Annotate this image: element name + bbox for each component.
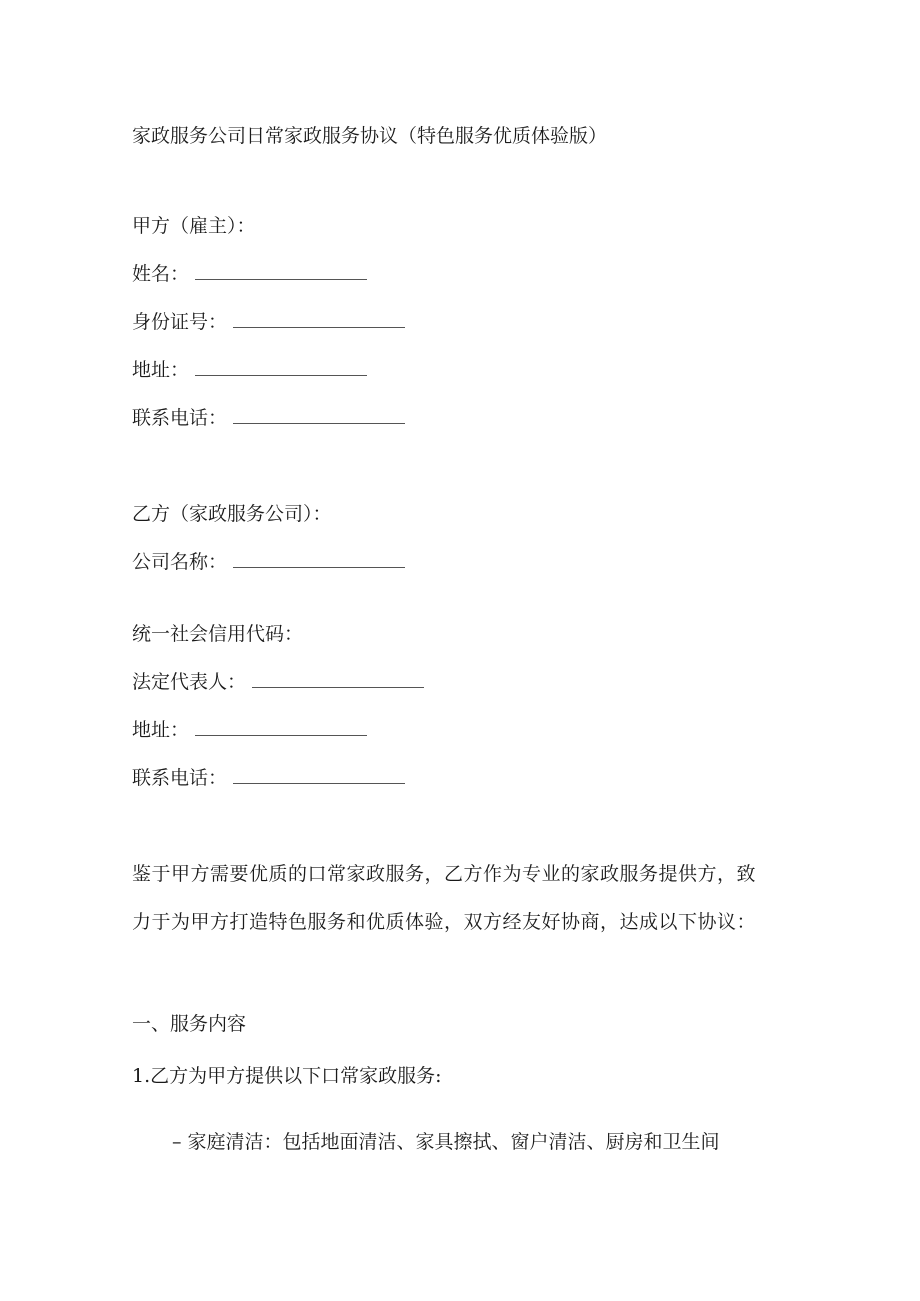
- preamble-line-2: 力于为甲方打造特色服务和优质体验，双方经友好协商，达成以下协议：: [132, 911, 757, 933]
- party-a-id-label: 身份证号：: [132, 311, 228, 333]
- party-b-legal-rep-label: 法定代表人：: [132, 671, 247, 693]
- party-a-heading: 甲方（雇主）：: [132, 215, 256, 237]
- party-a-name-blank[interactable]: [195, 278, 367, 280]
- party-b-legal-rep-row: [132, 670, 424, 694]
- party-a-id-row: [132, 310, 405, 334]
- section-1-heading: 一、服务内容: [132, 1013, 247, 1035]
- party-a-phone-row: [132, 406, 405, 430]
- party-b-address-blank[interactable]: [195, 734, 367, 736]
- party-a-id-blank[interactable]: [233, 326, 405, 328]
- party-a-name-label: 姓名：: [132, 263, 190, 285]
- party-b-address-label: 地址：: [132, 719, 190, 741]
- party-b-company-label: 公司名称：: [132, 551, 228, 573]
- party-b-legal-rep-blank[interactable]: [252, 686, 424, 688]
- party-b-address-row: [132, 718, 367, 742]
- party-a-address-label: 地址：: [132, 359, 190, 381]
- party-b-phone-row: [132, 766, 405, 790]
- party-a-phone-label: 联系电话：: [132, 407, 228, 429]
- party-b-phone-label: 联系电话：: [132, 767, 228, 789]
- party-b-credit-code-label: 统一社会信用代码：: [132, 623, 304, 645]
- party-a-phone-blank[interactable]: [233, 422, 405, 424]
- section-1-sub-item-1: – 家庭清洁：包括地面清洁、家具擦拭、窗户清洁、厨房和卫生间: [172, 1131, 720, 1153]
- party-a-address-row: [132, 358, 367, 382]
- party-b-heading: 乙方（家政服务公司）：: [132, 503, 332, 525]
- party-a-address-blank[interactable]: [195, 374, 367, 376]
- document-title: 家政服务公司日常家政服务协议（特色服务优质体验版）: [132, 125, 608, 147]
- party-b-company-blank[interactable]: [233, 566, 405, 568]
- party-a-name-row: [132, 262, 367, 286]
- section-1-item-1: 1.乙方为甲方提供以下口常家政服务:: [132, 1065, 442, 1087]
- party-b-phone-blank[interactable]: [233, 782, 405, 784]
- party-b-company-row: [132, 550, 405, 574]
- preamble-line-1: 鉴于甲方需要优质的口常家政服务，乙方作为专业的家政服务提供方，致: [132, 863, 757, 885]
